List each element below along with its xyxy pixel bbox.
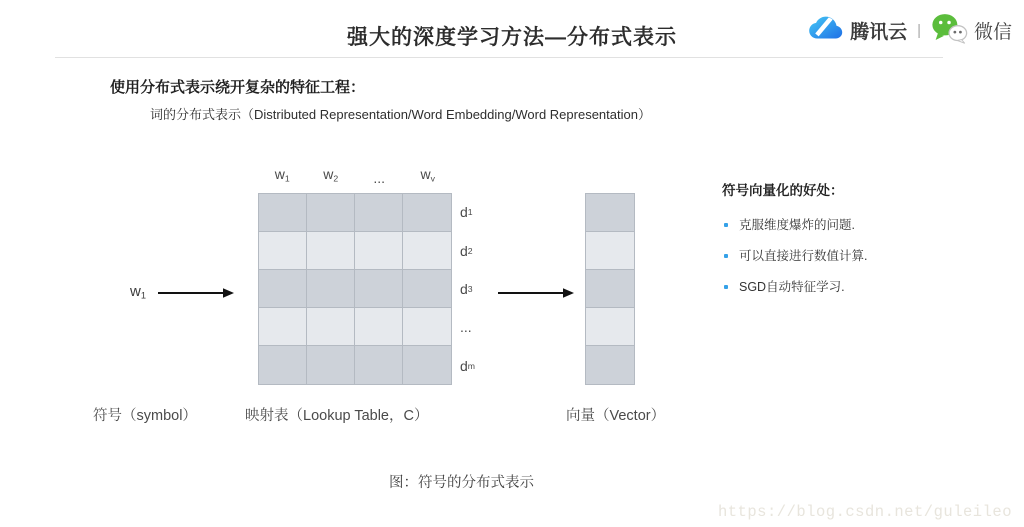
- intro-subheading: 词的分布式表示（Distributed Representation/Word Embedding/Word Representation）: [150, 107, 651, 122]
- arrow-table-to-vector-icon: [497, 287, 575, 299]
- lookup-table: [258, 193, 452, 385]
- lookup-table-cell: [355, 346, 403, 384]
- row-label: d 3: [460, 281, 473, 298]
- lookup-table-cell: [355, 308, 403, 346]
- caption-symbol: 符号（symbol）: [93, 408, 197, 424]
- lookup-table-cell: [355, 232, 403, 270]
- figure-caption: 图：符号的分布式表示: [389, 475, 534, 491]
- lookup-table-cell: [307, 232, 355, 270]
- wechat-icon: [931, 12, 968, 49]
- tencent-cloud-label: 腾讯云: [850, 22, 908, 43]
- benefit-item: 克服维度爆炸的问题.: [724, 215, 867, 233]
- table-column-headers: [258, 166, 452, 186]
- vector-cell: [586, 346, 634, 384]
- vector-cell: [586, 232, 634, 270]
- vector-cell: [586, 308, 634, 346]
- vector-cell: [586, 270, 634, 308]
- bullet-icon: [724, 223, 728, 227]
- header-divider: [55, 57, 943, 58]
- lookup-table-cell: [307, 194, 355, 232]
- bullet-icon: [724, 285, 728, 289]
- input-symbol: $w_1$: [130, 283, 147, 301]
- lookup-table-cell: [403, 194, 451, 232]
- page-title: 强大的深度学习方法—分布式表示: [347, 26, 677, 49]
- tencent-cloud-icon: [806, 15, 844, 46]
- caption-lookup-table: 映射表（Lookup Table，C）: [245, 408, 429, 424]
- lookup-table-cell: [403, 308, 451, 346]
- lookup-table-cell: [259, 270, 307, 308]
- table-row-labels: [460, 193, 475, 385]
- intro-heading: 使用分布式表示绕开复杂的特征工程：: [110, 79, 366, 96]
- row-label: d 1: [460, 204, 473, 221]
- benefits-heading: 符号向量化的好处：: [722, 183, 844, 198]
- row-label: d m: [460, 357, 476, 374]
- caption-vector: 向量（Vector）: [566, 408, 666, 424]
- vector-cell: [586, 194, 634, 232]
- lookup-table-cell: [259, 346, 307, 384]
- vector-column: [585, 193, 635, 385]
- benefit-item: SGD自动特征学习.: [724, 277, 867, 295]
- lookup-table-cell: [307, 308, 355, 346]
- lookup-table-cell: [355, 194, 403, 232]
- col-header-ellipsis: ...: [373, 170, 386, 186]
- wechat-label: 微信: [973, 22, 1012, 43]
- lookup-table-cell: [403, 346, 451, 384]
- row-label-ellipsis: ...: [460, 319, 472, 336]
- watermark-url: https://blog.csdn.net/guleileo: [717, 503, 1012, 521]
- lookup-table-cell: [355, 270, 403, 308]
- benefit-item: 可以直接进行数值计算.: [724, 246, 867, 264]
- brand-logos: [806, 12, 1012, 49]
- col-header: $w_1$: [274, 166, 290, 184]
- lookup-table-cell: [259, 308, 307, 346]
- arrow-symbol-to-table-icon: [157, 287, 235, 299]
- benefits-list: [724, 215, 867, 308]
- bullet-icon: [724, 254, 728, 258]
- lookup-table-cell: [307, 346, 355, 384]
- lookup-table-cell: [259, 194, 307, 232]
- col-header: $w_2$: [323, 166, 339, 184]
- brand-separator: |: [917, 22, 921, 39]
- row-label: d 2: [460, 242, 473, 259]
- lookup-table-cell: [403, 270, 451, 308]
- lookup-table-cell: [259, 232, 307, 270]
- lookup-table-cell: [403, 232, 451, 270]
- lookup-table-cell: [307, 270, 355, 308]
- col-header: $w_v$: [420, 166, 435, 184]
